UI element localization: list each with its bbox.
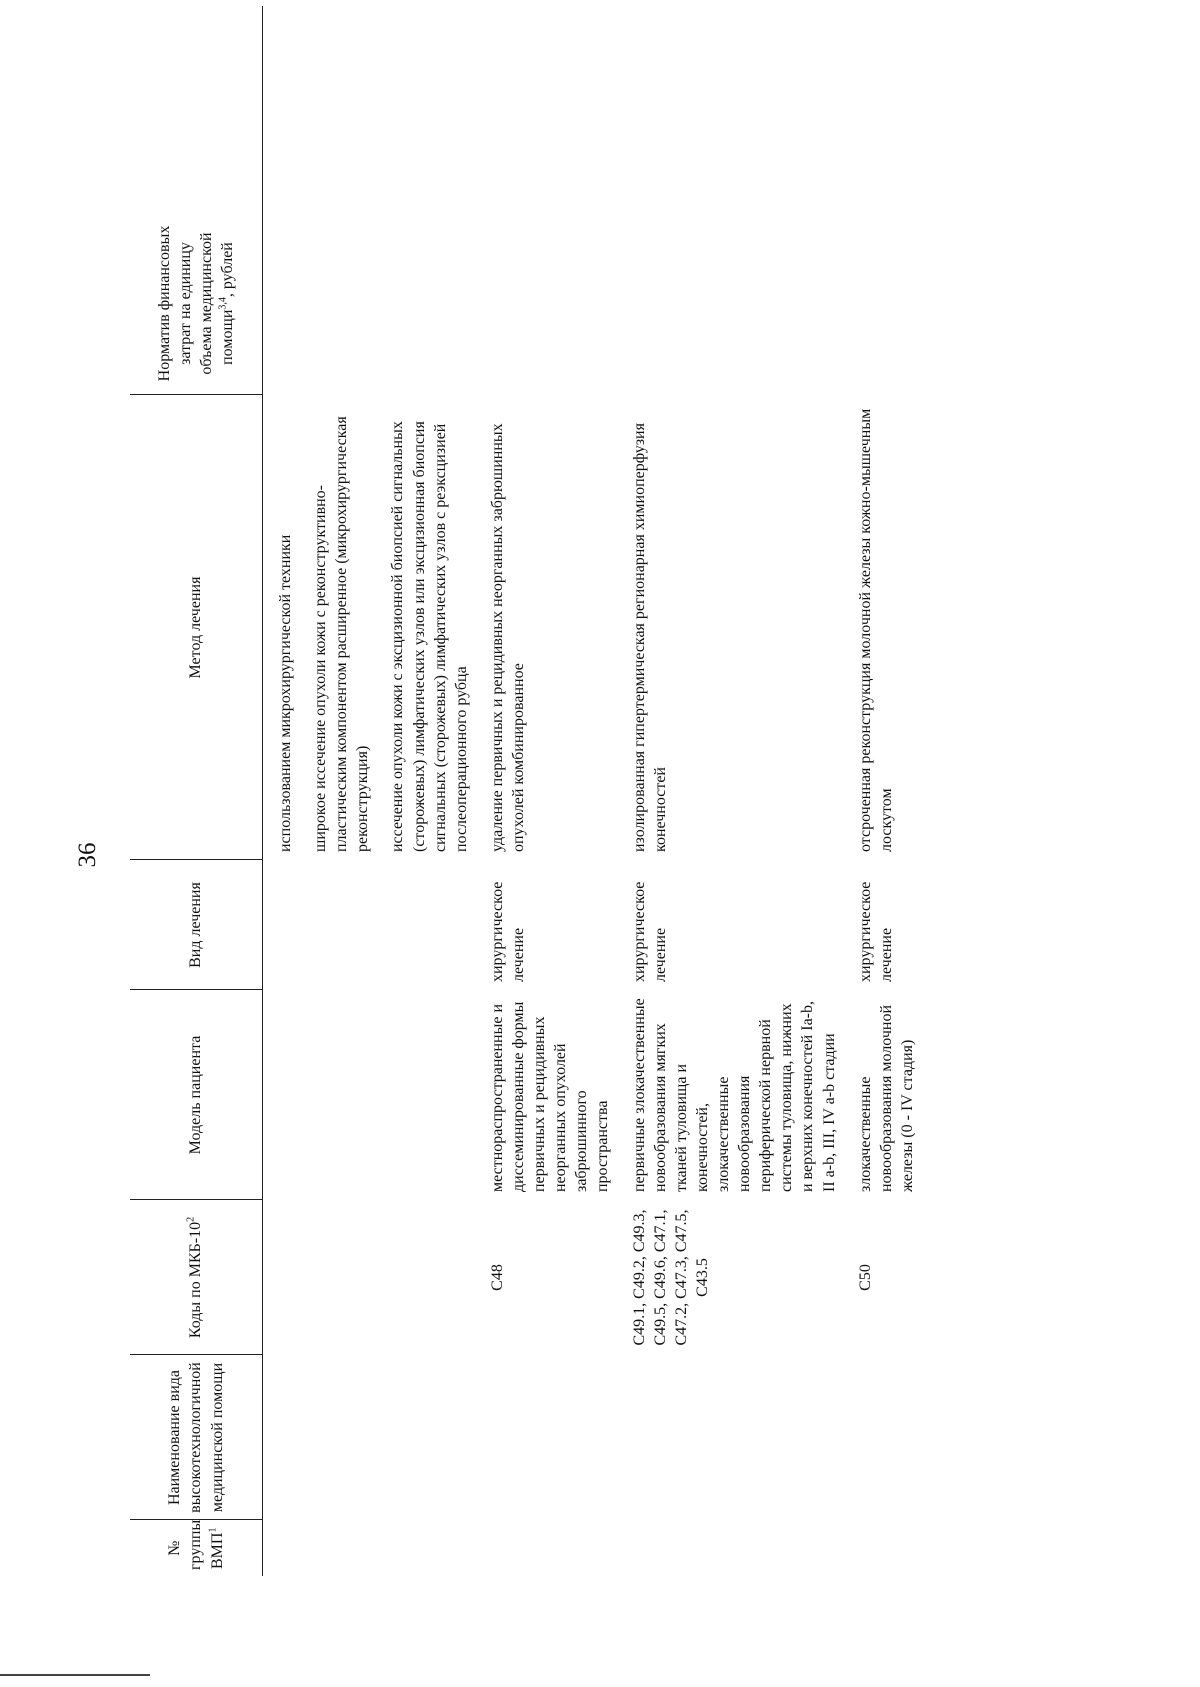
table-row xyxy=(263,6,475,1576)
col-header-treatment-type: Вид лечения xyxy=(130,860,263,990)
patient-model-cell: местнораспространенные и диссеминированные формы первичных и рецидивных неорганных опухолей забрюшинного пространства xyxy=(488,1001,612,1192)
icd-codes-cell: C48 xyxy=(488,1264,506,1291)
table-row xyxy=(475,6,617,1576)
method-item: широкое иссечение опухоли кожи с реконструктивно-пластическим компонентом расширенное (микрохирургическая реконструкция) xyxy=(312,416,372,852)
col-header-treatment-method: Метод лечения xyxy=(130,395,263,860)
icd-codes-cell: C50 xyxy=(856,1264,874,1291)
treatment-type-cell xyxy=(263,860,475,990)
vmp-table xyxy=(130,6,921,1576)
col-header-group-number: № группы ВМП$^1$ xyxy=(130,1520,263,1576)
treatment-type-cell: хирургическое лечение xyxy=(856,881,895,982)
table-row xyxy=(617,6,843,1576)
col-header-patient-model: Модель пациента xyxy=(130,990,263,1200)
method-item: отсроченная реконструкция молочной железы кожно-мышечным лоскутом xyxy=(856,408,895,852)
treatment-method-cell xyxy=(475,395,617,860)
icd-codes-cell xyxy=(263,1200,475,1355)
treatment-method-cell xyxy=(843,395,921,860)
page-number: 36 xyxy=(74,842,101,868)
patient-model-cell: злокачественные новообразования молочной железы (0 - IV стадия) xyxy=(856,1004,916,1192)
col-header-icd-codes: Коды по МКБ-$10^2$ xyxy=(130,1200,263,1355)
col-header-cost-norm: Норматив финансовых затрат на единицу объема медицинской помощи$^{3,4}$, рублей xyxy=(130,6,263,395)
treatment-method-cell xyxy=(617,395,843,860)
method-item: иссечение опухоли кожи с эксцизионной биопсией сигнальных (сторожевых) лимфатических узлов или эксцизионная биопсия сигнальных (сторожевых) лимфатических узлов с реэксцизией послеоперационного рубца xyxy=(389,421,470,852)
treatment-type-cell: хирургическое лечение xyxy=(488,881,527,982)
treatment-type-cell: хирургическое лечение xyxy=(630,881,669,982)
patient-model-cell: первичные злокачественные новообразования мягких тканей туловища и конечностей, злокачественные новообразования периферической нервной системы туловища, нижних и верхних конечностей Ia-b, II a-b, III, IV a-b стадии xyxy=(630,998,838,1192)
table-row xyxy=(843,6,921,1576)
scan-line-fragment xyxy=(0,1674,150,1676)
col-header-vmp-name: Наименование вида высокотехнологичной медицинской помощи xyxy=(130,1355,263,1520)
icd-codes-cell: C49.1, C49.2, C49.3, C49.5, C49.6, C47.1, C47.2, C47.3, C47.5, C43.5 xyxy=(630,1209,711,1346)
method-item: удаление первичных и рецидивных неорганных забрюшинных опухолей комбинированное xyxy=(488,423,527,852)
treatment-method-cell xyxy=(263,395,475,860)
patient-model-cell xyxy=(263,990,475,1200)
method-item: использованием микрохирургической техники xyxy=(277,534,294,852)
method-item: изолированная гипертермическая регионарная химиоперфузия конечностей xyxy=(630,423,669,852)
table-header xyxy=(130,6,263,1576)
